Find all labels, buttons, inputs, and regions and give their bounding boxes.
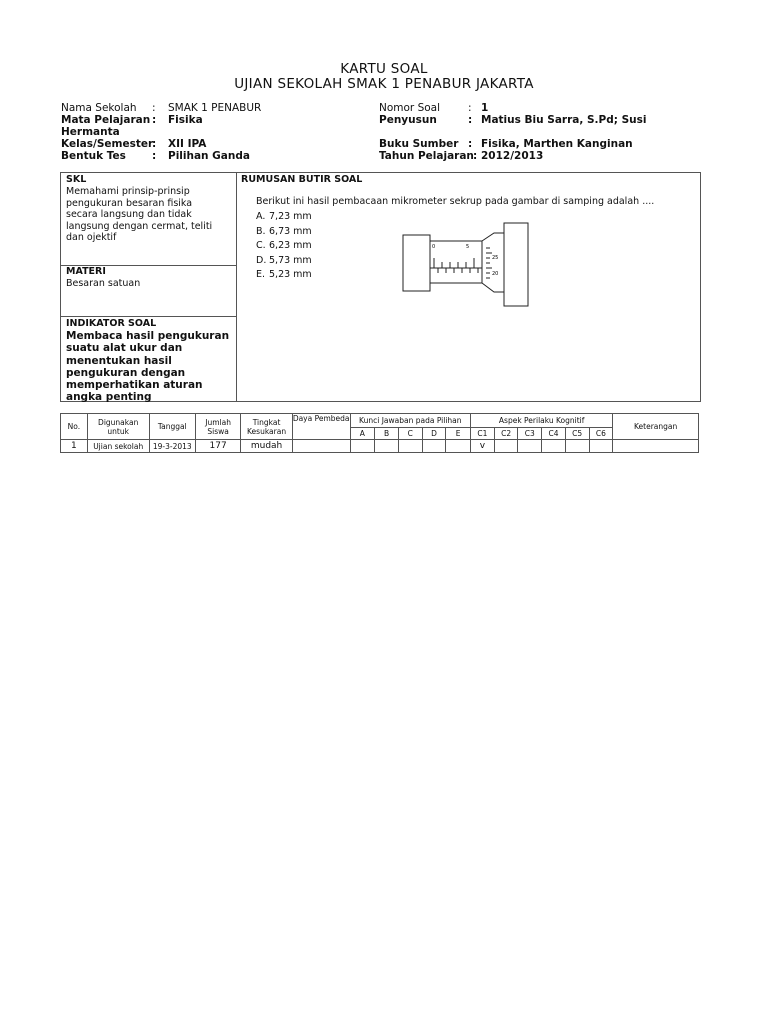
cell-kunci-d (422, 440, 446, 453)
col-aspek-c6: C6 (589, 428, 613, 440)
col-keterangan: Keterangan (613, 414, 699, 440)
info-key-mata-pelajaran: Mata Pelajaran (61, 114, 151, 126)
rumusan-label: RUMUSAN BUTIR SOAL (241, 174, 363, 185)
col-tanggal: Tanggal (149, 414, 195, 440)
cell-kunci-b (375, 440, 399, 453)
cell-aspek-c6 (589, 440, 613, 453)
info-value-penyusun: Matius Biu Sarra, S.Pd; Susi (481, 114, 647, 126)
answer-options (256, 210, 312, 283)
info-key-kelas-semester: Kelas/Semester (61, 138, 154, 150)
info-colon: : (152, 150, 157, 162)
info-value-bentuk-tes: Pilihan Ganda (168, 150, 250, 162)
col-kunci: Kunci Jawaban pada Pilihan (350, 414, 471, 428)
info-colon: : (473, 150, 478, 162)
cell-no: 1 (61, 440, 88, 453)
cell-kunci-c (398, 440, 422, 453)
info-value-kelas-semester: XII IPA (168, 138, 207, 150)
info-colon: : (468, 114, 473, 126)
cell-kunci-a (350, 440, 375, 453)
info-key-bentuk-tes: Bentuk Tes (61, 150, 126, 162)
info-value-buku-sumber: Fisika, Marthen Kanginan (481, 138, 633, 150)
col-kunci-e: E (446, 428, 471, 440)
option-c: C. 6,23 mm (256, 240, 312, 251)
option-e: E. 5,23 mm (256, 269, 312, 280)
option-b: B. 6,73 mm (256, 225, 312, 237)
col-aspek-c3: C3 (518, 428, 542, 440)
option-d: D. 5,73 mm (256, 254, 312, 266)
col-no: No. (61, 414, 88, 440)
info-value-nomor-soal: 1 (481, 102, 489, 114)
cell-tingkat: mudah (241, 440, 293, 453)
card-divider (60, 316, 236, 317)
info-colon: : (468, 102, 472, 114)
indikator-text: Membaca hasil pengukuran suatu alat ukur dan menentukan hasil pengukuran dengan memperhatikan aturan angka penting (66, 330, 230, 404)
table-row (61, 440, 699, 453)
cell-kunci-e (446, 440, 471, 453)
indikator-label: INDIKATOR SOAL (66, 318, 157, 329)
col-digunakan: Digunakan untuk (87, 414, 149, 440)
info-colon: : (468, 138, 473, 150)
col-tingkat: Tingkat Kesukaran (241, 414, 293, 440)
info-key-nama-sekolah: Nama Sekolah (61, 102, 137, 114)
info-value-nama-sekolah: SMAK 1 PENABUR (168, 102, 262, 114)
col-aspek-c5: C5 (565, 428, 589, 440)
cell-aspek-c1: v (471, 440, 495, 453)
option-a: A. 7,23 mm (256, 211, 312, 222)
col-kunci-b: B (375, 428, 399, 440)
info-key-buku-sumber: Buku Sumber (379, 138, 459, 150)
info-key-tahun-pelajaran: Tahun Pelajaran (379, 150, 474, 162)
materi-label: MATERI (66, 266, 106, 277)
col-kunci-d: D (422, 428, 446, 440)
materi-text: Besaran satuan (66, 278, 141, 289)
col-kunci-c: C (398, 428, 422, 440)
col-aspek-c1: C1 (471, 428, 495, 440)
sleeve-label-0: 0 (432, 244, 436, 250)
cell-aspek-c5 (565, 440, 589, 453)
info-value-mata-pelajaran: Fisika (168, 114, 203, 126)
col-aspek: Aspek Perilaku Kognitif (471, 414, 613, 428)
col-aspek-c4: C4 (542, 428, 566, 440)
info-key-penyusun: Penyusun (379, 114, 437, 126)
info-colon: : (152, 102, 156, 114)
micrometer-diagram (400, 220, 532, 310)
col-kunci-a: A (350, 428, 375, 440)
thimble-label-20: 20 (492, 271, 499, 277)
skl-label: SKL (66, 174, 87, 185)
sleeve-label-5: 5 (466, 244, 470, 250)
info-key-nomor-soal: Nomor Soal (379, 102, 441, 114)
info-colon: : (152, 114, 157, 126)
card-subtitle: UJIAN SEKOLAH SMAK 1 PENABUR JAKARTA (234, 76, 534, 92)
question-text: Berikut ini hasil pembacaan mikrometer sekrup pada gambar di samping adalah .... (256, 196, 655, 207)
cell-digunakan: Ujian sekolah (87, 440, 149, 453)
col-aspek-c2: C2 (494, 428, 518, 440)
thimble-label-25: 25 (492, 255, 499, 261)
info-key-hermanta: Hermanta (61, 126, 120, 138)
card-divider (236, 172, 237, 402)
info-value-tahun-pelajaran: 2012/2013 (481, 150, 544, 162)
skl-text: Memahami prinsip-prinsip pengukuran besaran fisika secara langsung dan tidak langsung dengan cermat, teliti dan ojektif (66, 186, 213, 243)
cell-daya (292, 440, 350, 453)
info-colon: : (152, 138, 157, 150)
col-daya: Daya Pembeda (292, 414, 350, 440)
cell-aspek-c2 (494, 440, 518, 453)
card-title: KARTU SOAL (340, 61, 428, 77)
col-jumlah: Jumlah Siswa (195, 414, 240, 440)
cell-tanggal: 19-3-2013 (149, 440, 195, 453)
cell-aspek-c3 (518, 440, 542, 453)
cell-aspek-c4 (542, 440, 566, 453)
cell-keterangan (613, 440, 699, 453)
usage-table (60, 413, 699, 453)
cell-jumlah: 177 (195, 440, 240, 453)
